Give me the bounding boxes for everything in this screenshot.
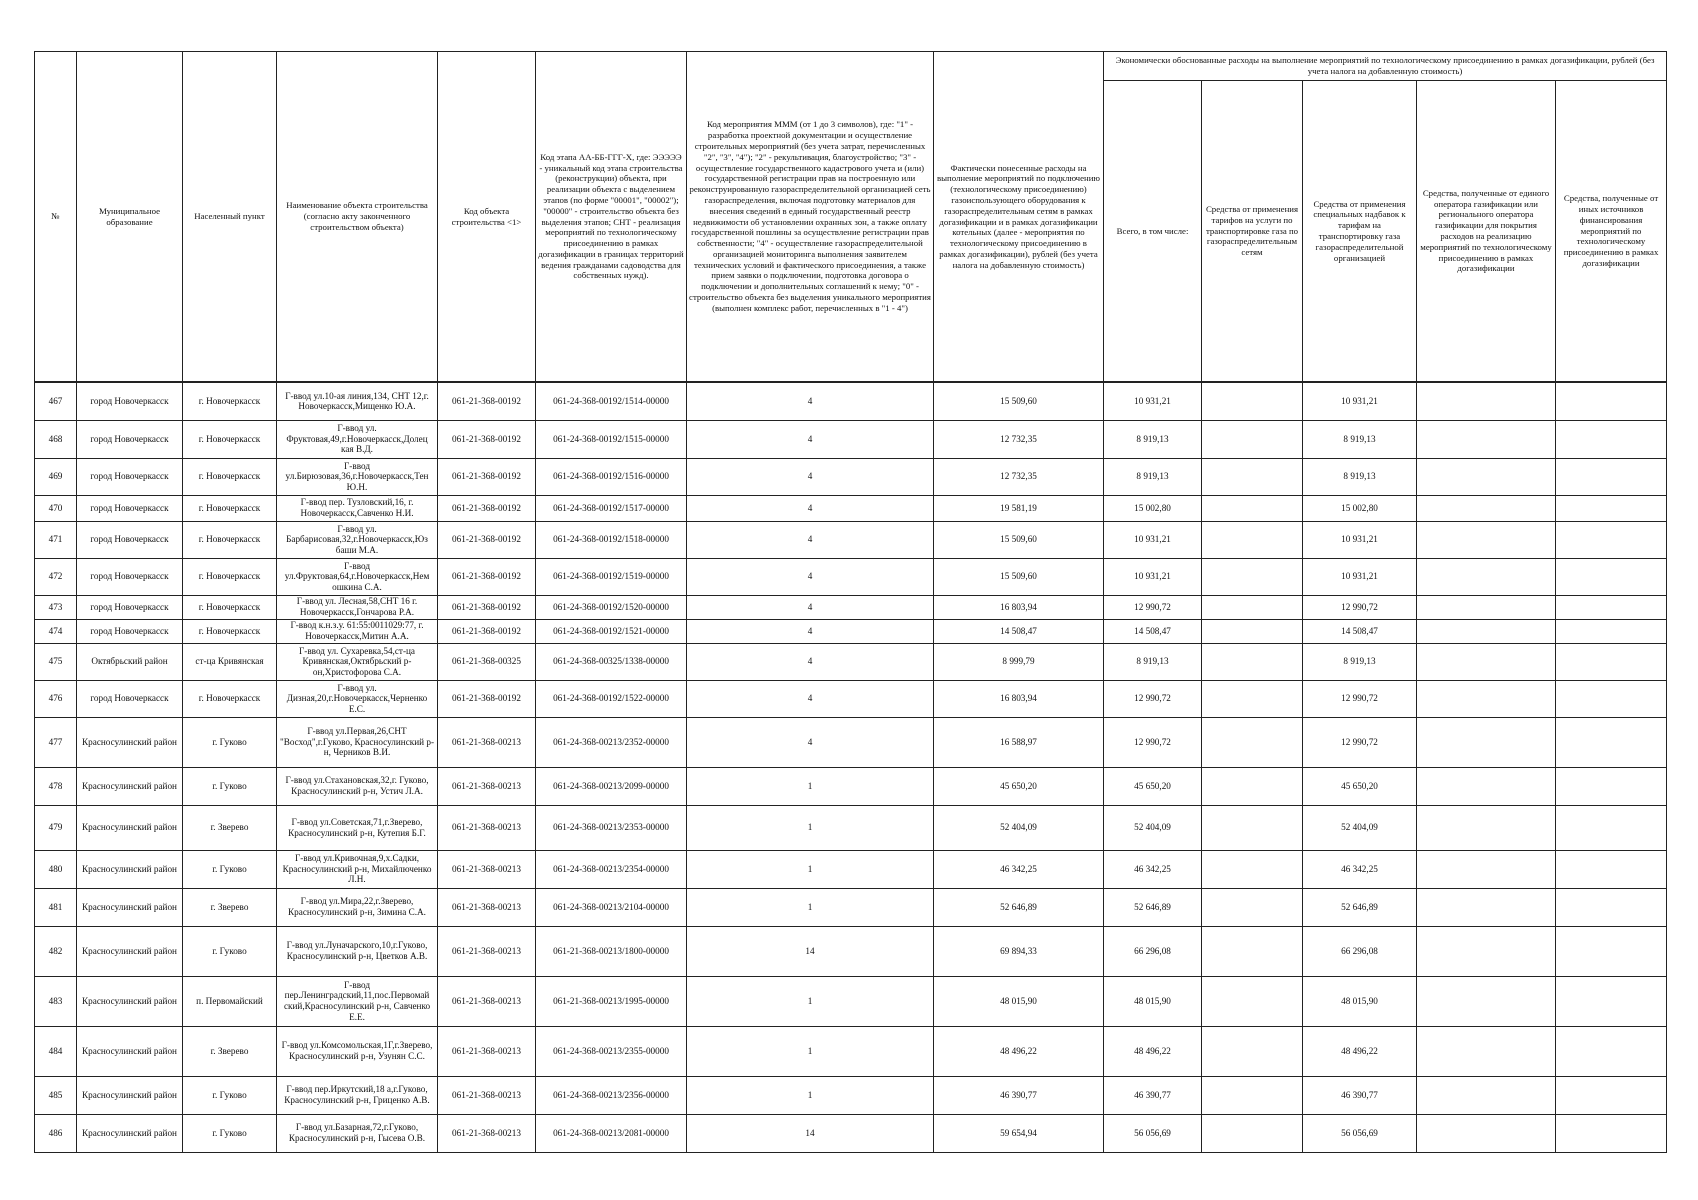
cell-no: 469	[35, 458, 77, 495]
cell-no: 485	[35, 1076, 77, 1114]
cell-municipality: город Новочеркасск	[77, 680, 183, 717]
cell-object-name: Г-ввод ул. Фруктовая,49,г.Новочеркасск,Долец кая В.Д.	[277, 420, 438, 458]
cell-settlement: г. Новочеркасск	[183, 521, 277, 558]
cell-operator-funds	[1417, 976, 1556, 1026]
cell-no: 470	[35, 495, 77, 521]
header-object-name: Наименование объекта строительства (согласно акту законченного строительством объекта)	[277, 52, 438, 383]
cell-settlement: г. Зверево	[183, 805, 277, 850]
cell-stage-code: 061-24-368-00325/1338-00000	[536, 643, 687, 680]
cell-activity-code: 1	[687, 976, 934, 1026]
cell-tariff-transport	[1202, 850, 1303, 888]
cell-object-code: 061-21-368-00213	[438, 850, 536, 888]
cell-stage-code: 061-24-368-00213/2355-00000	[536, 1026, 687, 1076]
cell-object-code: 061-21-368-00213	[438, 1076, 536, 1114]
cell-special-surcharges: 52 404,09	[1303, 805, 1417, 850]
cell-actual-costs: 16 803,94	[934, 595, 1104, 619]
cell-object-code: 061-21-368-00213	[438, 926, 536, 976]
cell-municipality: Красносулинский район	[77, 926, 183, 976]
table-header	[35, 52, 1667, 383]
cell-no: 475	[35, 643, 77, 680]
cell-object-code: 061-21-368-00192	[438, 619, 536, 643]
table-row	[35, 458, 1667, 495]
cell-operator-funds	[1417, 888, 1556, 926]
cell-activity-code: 4	[687, 495, 934, 521]
cell-special-surcharges: 14 508,47	[1303, 619, 1417, 643]
cell-operator-funds	[1417, 767, 1556, 805]
cell-special-surcharges: 10 931,21	[1303, 558, 1417, 595]
cell-actual-costs: 15 509,60	[934, 382, 1104, 420]
cell-municipality: Красносулинский район	[77, 805, 183, 850]
cell-total: 52 646,89	[1104, 888, 1202, 926]
cell-stage-code: 061-24-368-00192/1521-00000	[536, 619, 687, 643]
cell-stage-code: 061-24-368-00213/2353-00000	[536, 805, 687, 850]
cell-stage-code: 061-24-368-00192/1517-00000	[536, 495, 687, 521]
cell-other-sources	[1556, 495, 1667, 521]
cell-actual-costs: 52 404,09	[934, 805, 1104, 850]
cell-municipality: город Новочеркасск	[77, 458, 183, 495]
cell-stage-code: 061-24-368-00192/1516-00000	[536, 458, 687, 495]
table-row	[35, 495, 1667, 521]
cell-tariff-transport	[1202, 382, 1303, 420]
header-tariff-transport: Средства от применения тарифов на услуги по транспортировке газа по газораспределительным сетям	[1202, 81, 1303, 383]
cell-stage-code: 061-24-368-00213/2354-00000	[536, 850, 687, 888]
table-row	[35, 619, 1667, 643]
cell-total: 10 931,21	[1104, 558, 1202, 595]
cell-settlement: г. Новочеркасск	[183, 420, 277, 458]
cell-tariff-transport	[1202, 888, 1303, 926]
cell-activity-code: 1	[687, 1076, 934, 1114]
table-row	[35, 888, 1667, 926]
cell-other-sources	[1556, 888, 1667, 926]
cell-municipality: Красносулинский район	[77, 717, 183, 767]
header-object-code: Код объекта строительства <1>	[438, 52, 536, 383]
cell-object-name: Г-ввод ул.Кривочная,9,х.Садки, Красносулинский р-н, Михайлюченко Л.Н.	[277, 850, 438, 888]
cell-actual-costs: 46 342,25	[934, 850, 1104, 888]
header-economic-group: Экономически обоснованные расходы на выполнение мероприятий по технологическому присоединению в рамках догазификации, рублей (без учета налога на добавленную стоимость)	[1104, 52, 1667, 81]
cell-object-code: 061-21-368-00213	[438, 976, 536, 1026]
cell-municipality: Красносулинский район	[77, 1026, 183, 1076]
cell-actual-costs: 12 732,35	[934, 420, 1104, 458]
cell-other-sources	[1556, 680, 1667, 717]
cell-operator-funds	[1417, 850, 1556, 888]
cell-total: 46 390,77	[1104, 1076, 1202, 1114]
cell-municipality: Красносулинский район	[77, 1076, 183, 1114]
cell-total: 46 342,25	[1104, 850, 1202, 888]
cell-special-surcharges: 48 496,22	[1303, 1026, 1417, 1076]
cell-other-sources	[1556, 619, 1667, 643]
cell-object-code: 061-21-368-00213	[438, 767, 536, 805]
cell-object-name: Г-ввод ул.Первая,26,СНТ "Восход",г.Гуково, Красносулинский р-н, Черников В.И.	[277, 717, 438, 767]
header-special-surcharges: Средства от применения специальных надбавок к тарифам на транспортировку газа газораспределительной организацией	[1303, 81, 1417, 383]
cell-activity-code: 4	[687, 521, 934, 558]
cell-tariff-transport	[1202, 420, 1303, 458]
cell-settlement: г. Новочеркасск	[183, 619, 277, 643]
cell-stage-code: 061-24-368-00213/2104-00000	[536, 888, 687, 926]
cell-settlement: г. Зверево	[183, 888, 277, 926]
cell-total: 66 296,08	[1104, 926, 1202, 976]
cell-object-code: 061-21-368-00192	[438, 382, 536, 420]
cell-object-name: Г-ввод ул. Сухаревка,54,ст-ца Кривянская,Октябрьский р-он,Христофорова С.А.	[277, 643, 438, 680]
cell-municipality: город Новочеркасск	[77, 619, 183, 643]
header-other-sources: Средства, полученные от иных источников финансирования мероприятий по технологическому присоединению в рамках догазификации	[1556, 81, 1667, 383]
cell-settlement: ст-ца Кривянская	[183, 643, 277, 680]
cell-operator-funds	[1417, 382, 1556, 420]
cell-operator-funds	[1417, 458, 1556, 495]
cell-object-name: Г-ввод ул.Советская,71,г.Зверево, Красносулинский р-н, Кутепия Б.Г.	[277, 805, 438, 850]
cell-object-name: Г-ввод ул. Дизная,20,г.Новочеркасск,Черненко Е.С.	[277, 680, 438, 717]
cell-settlement: г. Зверево	[183, 1026, 277, 1076]
cell-tariff-transport	[1202, 1114, 1303, 1152]
cell-municipality: Октябрьский район	[77, 643, 183, 680]
cell-tariff-transport	[1202, 976, 1303, 1026]
cell-municipality: город Новочеркасск	[77, 521, 183, 558]
cell-other-sources	[1556, 976, 1667, 1026]
header-total: Всего, в том числе:	[1104, 81, 1202, 383]
table-body	[35, 382, 1667, 1152]
cell-no: 480	[35, 850, 77, 888]
cell-no: 483	[35, 976, 77, 1026]
table-row	[35, 558, 1667, 595]
cell-stage-code: 061-24-368-00213/2081-00000	[536, 1114, 687, 1152]
cell-other-sources	[1556, 805, 1667, 850]
table-row	[35, 717, 1667, 767]
cell-other-sources	[1556, 595, 1667, 619]
cell-total: 12 990,72	[1104, 595, 1202, 619]
cell-object-code: 061-21-368-00213	[438, 888, 536, 926]
table-row	[35, 850, 1667, 888]
cell-no: 472	[35, 558, 77, 595]
cell-tariff-transport	[1202, 521, 1303, 558]
cell-stage-code: 061-24-368-00192/1520-00000	[536, 595, 687, 619]
cell-municipality: Красносулинский район	[77, 976, 183, 1026]
table-row	[35, 805, 1667, 850]
cell-special-surcharges: 45 650,20	[1303, 767, 1417, 805]
cell-tariff-transport	[1202, 680, 1303, 717]
cell-settlement: г. Новочеркасск	[183, 495, 277, 521]
cell-object-name: Г-ввод пер.Ленинградский,11,пос.Первомай ский,Красносулинский р-н, Савченко Е.Е.	[277, 976, 438, 1026]
cell-no: 478	[35, 767, 77, 805]
cell-tariff-transport	[1202, 767, 1303, 805]
cell-total: 8 919,13	[1104, 643, 1202, 680]
cell-no: 481	[35, 888, 77, 926]
cell-total: 15 002,80	[1104, 495, 1202, 521]
cell-special-surcharges: 46 390,77	[1303, 1076, 1417, 1114]
cell-other-sources	[1556, 420, 1667, 458]
cell-operator-funds	[1417, 805, 1556, 850]
cell-tariff-transport	[1202, 643, 1303, 680]
cell-no: 484	[35, 1026, 77, 1076]
cell-special-surcharges: 10 931,21	[1303, 521, 1417, 558]
cell-object-code: 061-21-368-00192	[438, 680, 536, 717]
cell-no: 479	[35, 805, 77, 850]
cell-total: 10 931,21	[1104, 382, 1202, 420]
cell-object-code: 061-21-368-00192	[438, 458, 536, 495]
cell-municipality: Красносулинский район	[77, 850, 183, 888]
cell-activity-code: 14	[687, 926, 934, 976]
cell-no: 471	[35, 521, 77, 558]
cell-other-sources	[1556, 643, 1667, 680]
cell-activity-code: 1	[687, 767, 934, 805]
cell-operator-funds	[1417, 680, 1556, 717]
cell-operator-funds	[1417, 558, 1556, 595]
cell-activity-code: 4	[687, 458, 934, 495]
header-stage-code: Код этапа АА-ББ-ГГГ-Х, где: ЭЭЭЭЭ - уникальный код этапа строительства (реконструкции) объекта, при реализации объекта с выделением этапов (по форме "00001", "00002"); "00000" - строительство объекта без выделения этапов; СНТ - реализация мероприятий по технологическому присоединению в рамках догазификации в границах территорий ведения гражданами садоводства для собственных нужд).	[536, 52, 687, 383]
cell-stage-code: 061-24-368-00192/1515-00000	[536, 420, 687, 458]
cell-tariff-transport	[1202, 805, 1303, 850]
table-row	[35, 976, 1667, 1026]
cell-other-sources	[1556, 521, 1667, 558]
cell-special-surcharges: 56 056,69	[1303, 1114, 1417, 1152]
expenses-table	[34, 51, 1667, 1153]
cell-operator-funds	[1417, 717, 1556, 767]
cell-operator-funds	[1417, 619, 1556, 643]
cell-total: 52 404,09	[1104, 805, 1202, 850]
cell-special-surcharges: 8 919,13	[1303, 458, 1417, 495]
cell-object-name: Г-ввод ул.Стахановская,32,г. Гуково, Красносулинский р-н, Устич Л.А.	[277, 767, 438, 805]
header-actual-costs: Фактически понесенные расходы на выполнение мероприятий по подключению (технологическому присоединению) газоиспользующего оборудования к газораспределительным сетям в рамках догазификации и в рамках догазификации котельных (далее - мероприятия по технологическому присоединению в рамках догазификации), рублей (без учета налога на добавленную стоимость)	[934, 52, 1104, 383]
cell-activity-code: 4	[687, 619, 934, 643]
cell-actual-costs: 52 646,89	[934, 888, 1104, 926]
cell-total: 12 990,72	[1104, 717, 1202, 767]
cell-other-sources	[1556, 1026, 1667, 1076]
cell-actual-costs: 16 803,94	[934, 680, 1104, 717]
cell-special-surcharges: 52 646,89	[1303, 888, 1417, 926]
cell-tariff-transport	[1202, 717, 1303, 767]
cell-other-sources	[1556, 458, 1667, 495]
cell-activity-code: 1	[687, 805, 934, 850]
cell-municipality: город Новочеркасск	[77, 495, 183, 521]
cell-actual-costs: 15 509,60	[934, 558, 1104, 595]
header-no: №	[35, 52, 77, 383]
cell-operator-funds	[1417, 521, 1556, 558]
cell-actual-costs: 19 581,19	[934, 495, 1104, 521]
table-row	[35, 643, 1667, 680]
cell-other-sources	[1556, 1076, 1667, 1114]
cell-municipality: город Новочеркасск	[77, 558, 183, 595]
cell-object-code: 061-21-368-00213	[438, 1114, 536, 1152]
cell-activity-code: 4	[687, 382, 934, 420]
cell-total: 10 931,21	[1104, 521, 1202, 558]
cell-object-name: Г-ввод ул.Комсомольская,1Г,г.Зверево, Красносулинский р-н, Узунян С.С.	[277, 1026, 438, 1076]
table-row	[35, 1114, 1667, 1152]
cell-actual-costs: 48 015,90	[934, 976, 1104, 1026]
cell-special-surcharges: 15 002,80	[1303, 495, 1417, 521]
cell-activity-code: 1	[687, 888, 934, 926]
cell-special-surcharges: 8 919,13	[1303, 643, 1417, 680]
cell-actual-costs: 14 508,47	[934, 619, 1104, 643]
header-settlement: Населенный пункт	[183, 52, 277, 383]
cell-object-name: Г-ввод пер.Иркутский,18 а,г.Гуково, Красносулинский р-н, Гриценко А.В.	[277, 1076, 438, 1114]
cell-total: 12 990,72	[1104, 680, 1202, 717]
cell-special-surcharges: 12 990,72	[1303, 680, 1417, 717]
cell-actual-costs: 45 650,20	[934, 767, 1104, 805]
cell-other-sources	[1556, 558, 1667, 595]
cell-stage-code: 061-21-368-00213/1800-00000	[536, 926, 687, 976]
cell-object-name: Г-ввод ул. Лесная,58,СНТ 16 г. Новочеркасск,Гончарова Р.А.	[277, 595, 438, 619]
cell-municipality: Красносулинский район	[77, 1114, 183, 1152]
table-row	[35, 420, 1667, 458]
cell-actual-costs: 59 654,94	[934, 1114, 1104, 1152]
cell-activity-code: 4	[687, 558, 934, 595]
cell-special-surcharges: 66 296,08	[1303, 926, 1417, 976]
cell-operator-funds	[1417, 495, 1556, 521]
table-row	[35, 1026, 1667, 1076]
cell-activity-code: 14	[687, 1114, 934, 1152]
cell-object-name: Г-ввод ул.Фруктовая,64,г.Новочеркасск,Нем ошкина С.А.	[277, 558, 438, 595]
cell-total: 8 919,13	[1104, 420, 1202, 458]
cell-object-name: Г-ввод к.н.з.у. 61:55:0011029:77, г. Новочеркасск,Митин А.А.	[277, 619, 438, 643]
cell-other-sources	[1556, 850, 1667, 888]
cell-special-surcharges: 8 919,13	[1303, 420, 1417, 458]
cell-other-sources	[1556, 767, 1667, 805]
cell-settlement: г. Новочеркасск	[183, 458, 277, 495]
cell-stage-code: 061-24-368-00213/2356-00000	[536, 1076, 687, 1114]
cell-total: 56 056,69	[1104, 1114, 1202, 1152]
cell-municipality: Красносулинский район	[77, 888, 183, 926]
cell-tariff-transport	[1202, 1076, 1303, 1114]
cell-tariff-transport	[1202, 595, 1303, 619]
cell-object-code: 061-21-368-00192	[438, 420, 536, 458]
cell-object-code: 061-21-368-00192	[438, 521, 536, 558]
cell-stage-code: 061-24-368-00213/2099-00000	[536, 767, 687, 805]
cell-total: 48 496,22	[1104, 1026, 1202, 1076]
cell-object-code: 061-21-368-00213	[438, 805, 536, 850]
cell-other-sources	[1556, 717, 1667, 767]
cell-object-code: 061-21-368-00192	[438, 558, 536, 595]
cell-stage-code: 061-24-368-00192/1514-00000	[536, 382, 687, 420]
table-row	[35, 767, 1667, 805]
cell-special-surcharges: 12 990,72	[1303, 717, 1417, 767]
cell-activity-code: 4	[687, 680, 934, 717]
cell-settlement: г. Гуково	[183, 1114, 277, 1152]
cell-total: 45 650,20	[1104, 767, 1202, 805]
cell-total: 48 015,90	[1104, 976, 1202, 1026]
cell-actual-costs: 16 588,97	[934, 717, 1104, 767]
cell-operator-funds	[1417, 1076, 1556, 1114]
cell-object-code: 061-21-368-00192	[438, 595, 536, 619]
cell-activity-code: 4	[687, 717, 934, 767]
cell-tariff-transport	[1202, 495, 1303, 521]
cell-no: 467	[35, 382, 77, 420]
cell-actual-costs: 48 496,22	[934, 1026, 1104, 1076]
cell-operator-funds	[1417, 1114, 1556, 1152]
cell-settlement: г. Новочеркасск	[183, 382, 277, 420]
cell-special-surcharges: 12 990,72	[1303, 595, 1417, 619]
cell-municipality: Красносулинский район	[77, 767, 183, 805]
cell-object-name: Г-ввод ул.Базарная,72,г.Гуково, Красносулинский р-н, Гысева О.В.	[277, 1114, 438, 1152]
cell-stage-code: 061-24-368-00192/1522-00000	[536, 680, 687, 717]
cell-settlement: г. Гуково	[183, 767, 277, 805]
cell-no: 468	[35, 420, 77, 458]
cell-total: 8 919,13	[1104, 458, 1202, 495]
cell-tariff-transport	[1202, 926, 1303, 976]
cell-settlement: п. Первомайский	[183, 976, 277, 1026]
cell-municipality: город Новочеркасск	[77, 382, 183, 420]
cell-operator-funds	[1417, 926, 1556, 976]
cell-special-surcharges: 48 015,90	[1303, 976, 1417, 1026]
cell-settlement: г. Новочеркасск	[183, 680, 277, 717]
cell-no: 477	[35, 717, 77, 767]
cell-settlement: г. Новочеркасск	[183, 558, 277, 595]
cell-operator-funds	[1417, 420, 1556, 458]
cell-object-name: Г-ввод ул.Мира,22,г.Зверево, Красносулинский р-н, Зимина С.А.	[277, 888, 438, 926]
cell-no: 486	[35, 1114, 77, 1152]
cell-tariff-transport	[1202, 1026, 1303, 1076]
cell-municipality: город Новочеркасск	[77, 420, 183, 458]
cell-no: 476	[35, 680, 77, 717]
cell-object-name: Г-ввод ул. Барбарисовая,32,г.Новочеркасск,Юз баши М.А.	[277, 521, 438, 558]
cell-special-surcharges: 46 342,25	[1303, 850, 1417, 888]
cell-activity-code: 1	[687, 850, 934, 888]
cell-actual-costs: 15 509,60	[934, 521, 1104, 558]
cell-actual-costs: 8 999,79	[934, 643, 1104, 680]
cell-object-code: 061-21-368-00192	[438, 495, 536, 521]
cell-activity-code: 4	[687, 595, 934, 619]
cell-object-code: 061-21-368-00325	[438, 643, 536, 680]
cell-municipality: город Новочеркасск	[77, 595, 183, 619]
cell-tariff-transport	[1202, 558, 1303, 595]
cell-settlement: г. Гуково	[183, 717, 277, 767]
cell-activity-code: 1	[687, 1026, 934, 1076]
cell-operator-funds	[1417, 1026, 1556, 1076]
cell-actual-costs: 69 894,33	[934, 926, 1104, 976]
cell-stage-code: 061-21-368-00213/1995-00000	[536, 976, 687, 1026]
table-row	[35, 521, 1667, 558]
cell-object-name: Г-ввод ул.10-ая линия,134, СНТ 12,г. Новочеркасск,Мищенко Ю.А.	[277, 382, 438, 420]
cell-settlement: г. Новочеркасск	[183, 595, 277, 619]
cell-object-code: 061-21-368-00213	[438, 717, 536, 767]
header-activity-code: Код мероприятия МММ (от 1 до 3 символов), где: "1" - разработка проектной документации и осуществление строительных мероприятий (без учета затрат, перечисленных "2", "3", "4"); "2" - рекультивация, благоустройство; "3" - осуществление государственного кадастрового учета и (или) государственной регистрации прав на построенную или реконструированную газораспределительной организацией сеть газораспределения, включая подготовку материалов для внесения сведений в единый государственный реестр недвижимости об установлении охранных зон, а также оплату государственной пошлины за осуществление регистрации прав собственности; "4" - осуществление газораспределительной организацией мониторинга выполнения заявителем технических условий и фактического присоединения, а также прием заявки о подключении, подготовка договора о подключении и дополнительных соглашений к нему; "0" - строительство объекта без выделения уникального мероприятия (выполнен комплекс работ, перечисленных в "1 - 4")	[687, 52, 934, 383]
header-municipality: Муниципальное образование	[77, 52, 183, 383]
cell-stage-code: 061-24-368-00213/2352-00000	[536, 717, 687, 767]
cell-object-name: Г-ввод ул.Луначарского,10,г.Гуково, Красносулинский р-н, Цветков А.В.	[277, 926, 438, 976]
cell-activity-code: 4	[687, 420, 934, 458]
cell-tariff-transport	[1202, 619, 1303, 643]
cell-actual-costs: 12 732,35	[934, 458, 1104, 495]
cell-object-name: Г-ввод пер. Тузловский,16, г. Новочеркасск,Савченко Н.И.	[277, 495, 438, 521]
cell-stage-code: 061-24-368-00192/1519-00000	[536, 558, 687, 595]
cell-total: 14 508,47	[1104, 619, 1202, 643]
cell-no: 474	[35, 619, 77, 643]
cell-operator-funds	[1417, 595, 1556, 619]
cell-object-code: 061-21-368-00213	[438, 1026, 536, 1076]
table-row	[35, 680, 1667, 717]
cell-no: 473	[35, 595, 77, 619]
cell-other-sources	[1556, 926, 1667, 976]
cell-other-sources	[1556, 1114, 1667, 1152]
cell-actual-costs: 46 390,77	[934, 1076, 1104, 1114]
cell-other-sources	[1556, 382, 1667, 420]
cell-special-surcharges: 10 931,21	[1303, 382, 1417, 420]
cell-object-name: Г-ввод ул.Бирюзовая,36,г.Новочеркасск,Тен Ю.Н.	[277, 458, 438, 495]
cell-settlement: г. Гуково	[183, 1076, 277, 1114]
cell-no: 482	[35, 926, 77, 976]
cell-settlement: г. Гуково	[183, 850, 277, 888]
table-row	[35, 595, 1667, 619]
table-row	[35, 926, 1667, 976]
cell-activity-code: 4	[687, 643, 934, 680]
cell-tariff-transport	[1202, 458, 1303, 495]
cell-stage-code: 061-24-368-00192/1518-00000	[536, 521, 687, 558]
header-operator-funds: Средства, полученные от единого оператора газификации или регионального оператора газификации для покрытия расходов на реализацию мероприятий по технологическому присоединению в рамках догазификации	[1417, 81, 1556, 383]
cell-settlement: г. Гуково	[183, 926, 277, 976]
table-row	[35, 382, 1667, 420]
cell-operator-funds	[1417, 643, 1556, 680]
table-row	[35, 1076, 1667, 1114]
